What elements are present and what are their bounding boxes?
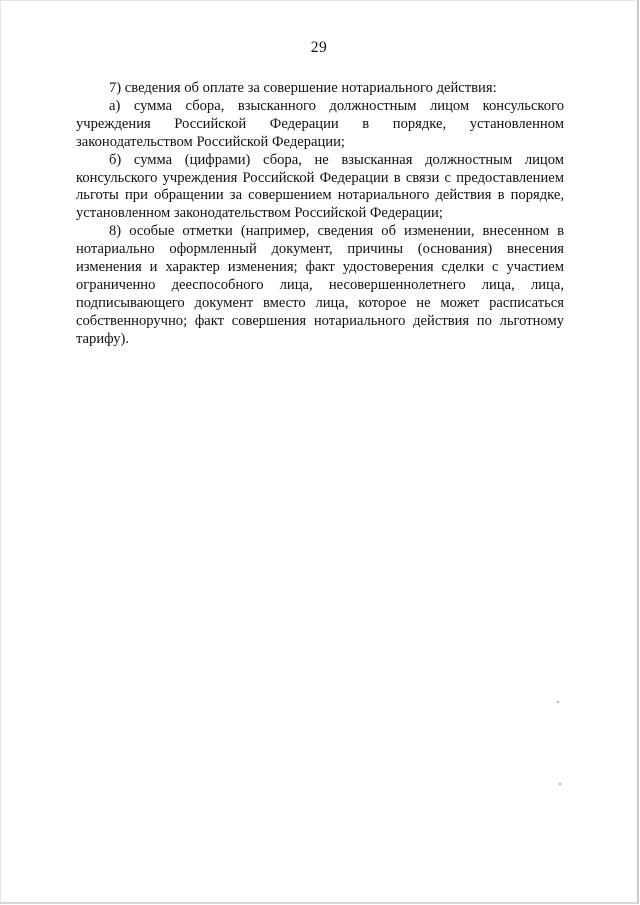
paragraph-item-8: 8) особые отметки (например, сведения об изменении, внесенном в нотариально оформленный документ, причины (основания) внесения изменения и характер изменения; факт удостоверения сделки с участием ограниченно дееспособного лица, несовершеннолетнего лица, лица, подписывающего документ вместо лица, которое не может расписаться собственноручно; факт совершения нотариального действия по льготному тарифу). xyxy=(76,223,564,347)
document-body xyxy=(76,80,564,349)
page-number: 29 xyxy=(310,39,328,56)
paragraph-item-7a: а) сумма сбора, взысканного должностным лицом консульского учреждения Российской Федерации в порядке, установленном законодательством Российской Федерации; xyxy=(76,97,564,150)
paragraph-item-7: 7) сведения об оплате за совершение нотариального действия: xyxy=(109,80,497,96)
scan-speck xyxy=(557,701,559,703)
paragraph-item-7b: б) сумма (цифрами) сбора, не взысканная должностным лицом консульского учреждения Российской Федерации в связи с предоставлением льготы при обращении за совершением нотариального действия в порядке, установленном законодательством Российской Федерации; xyxy=(76,151,564,222)
scan-speck xyxy=(559,783,561,785)
